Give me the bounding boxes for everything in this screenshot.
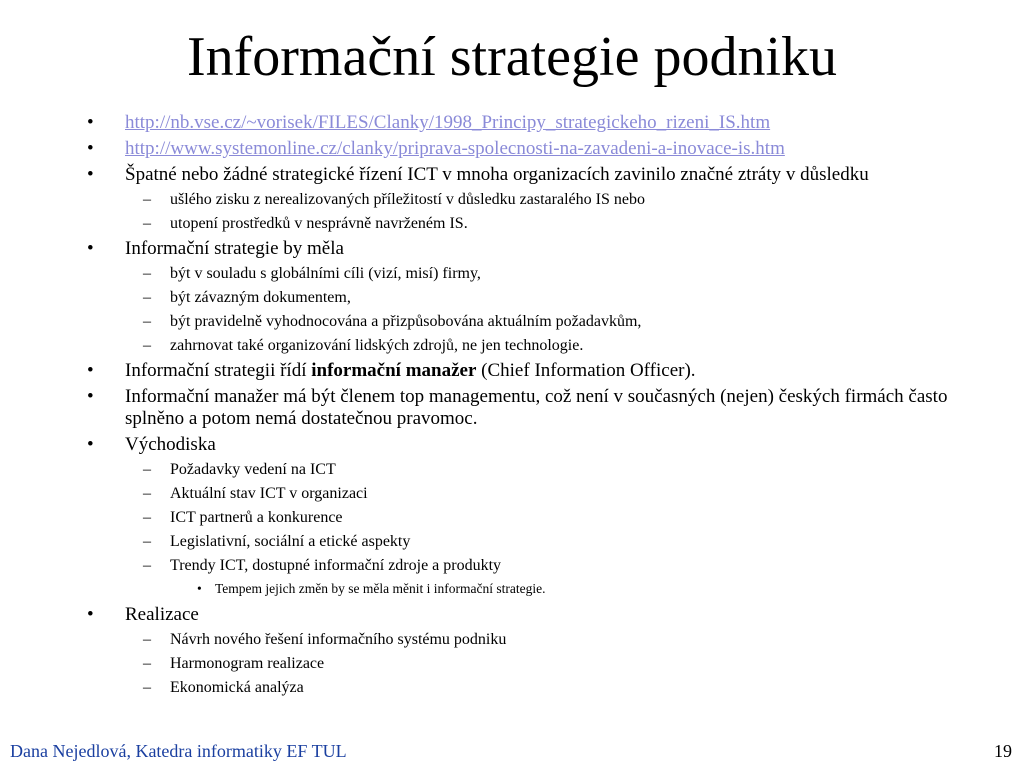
item-text: [125, 360, 696, 381]
sub-list-item: [85, 460, 965, 480]
sub-list-item: [85, 508, 965, 528]
list-item: [85, 238, 965, 260]
sub-list-item: [85, 190, 965, 210]
item-text: Východiska: [125, 434, 216, 455]
item-text: Harmonogram realizace: [170, 655, 325, 672]
item-text: Tempem jejich změn by se měla měnit i informační strategie.: [215, 581, 546, 596]
list-item: [85, 164, 965, 186]
sub-list-item: [85, 336, 965, 356]
cio-text-bold: informační manažer: [311, 360, 477, 381]
bullet-marker: •: [87, 238, 94, 259]
list-item: [85, 138, 965, 160]
sub-list-item: [85, 264, 965, 284]
dash-marker: –: [143, 533, 151, 550]
dash-marker: –: [143, 289, 151, 306]
dash-marker: –: [143, 461, 151, 478]
bullet-marker: •: [87, 386, 94, 407]
sub-list-item: [85, 556, 965, 576]
sub-list-item: [85, 214, 965, 234]
bullet-marker: •: [87, 112, 94, 133]
sub-list-item: [85, 678, 965, 698]
link-vse[interactable]: http://nb.vse.cz/~vorisek/FILES/Clanky/1998_Principy_strategickeho_rizeni_IS.htm: [125, 112, 771, 133]
cio-text-pre: Informační strategii řídí: [125, 360, 312, 381]
item-text: být závazným dokumentem,: [170, 289, 351, 306]
dash-marker: –: [143, 191, 151, 208]
link-systemonline[interactable]: http://www.systemonline.cz/clanky/priprava-spolecnosti-na-zavadeni-a-inovace-is.htm: [125, 138, 785, 159]
list-item: [85, 434, 965, 456]
item-text: Požadavky vedení na ICT: [170, 461, 336, 478]
dash-marker: –: [143, 215, 151, 232]
item-text: Realizace: [125, 604, 199, 625]
sub-list-item: [85, 532, 965, 552]
dash-marker: –: [143, 679, 151, 696]
bullet-marker: •: [197, 581, 202, 596]
item-text: Trendy ICT, dostupné informační zdroje a produkty: [170, 557, 502, 574]
sub-list-item: [85, 630, 965, 650]
sub-list-item: [85, 312, 965, 332]
item-text: Informační strategie by měla: [125, 238, 344, 259]
dash-marker: –: [143, 485, 151, 502]
slide-title: Informační strategie podniku: [186, 26, 837, 88]
dash-marker: –: [143, 337, 151, 354]
bullet-marker: •: [87, 164, 94, 185]
item-text: Aktuální stav ICT v organizaci: [170, 485, 368, 502]
item-text: Ekonomická analýza: [170, 679, 304, 696]
sub-list-item: [85, 288, 965, 308]
item-text: zahrnovat také organizování lidských zdrojů, ne jen technologie.: [170, 337, 584, 354]
page-number: 19: [994, 741, 1012, 761]
item-text: být v souladu s globálními cíli (vizí, misí) firmy,: [170, 265, 481, 282]
item-text: Špatné nebo žádné strategické řízení ICT v mnoha organizacích zavinilo značné ztráty v důsledku: [125, 164, 869, 185]
item-text: Návrh nového řešení informačního systému podniku: [170, 631, 507, 648]
bullet-marker: •: [87, 604, 94, 625]
bullet-marker: •: [87, 138, 94, 159]
item-text: utopení prostředků v nesprávně navrženém IS.: [170, 215, 468, 232]
item-text: ušlého zisku z nerealizovaných příležitostí v důsledku zastaralého IS nebo: [170, 191, 645, 208]
item-text: ICT partnerů a konkurence: [170, 509, 343, 526]
list-item: [85, 604, 965, 626]
dash-marker: –: [143, 313, 151, 330]
list-item: [85, 386, 965, 430]
item-text: Legislativní, sociální a etické aspekty: [170, 533, 411, 550]
item-text: Informační manažer má být členem top managementu, což není v současných (nejen) českých firmách často splněno a potom nemá dostatečnou pravomoc.: [125, 386, 948, 429]
item-text: být pravidelně vyhodnocována a přizpůsobována aktuálním požadavkům,: [170, 313, 642, 330]
bullet-marker: •: [87, 434, 94, 455]
footer-author: Dana Nejedlová, Katedra informatiky EF TUL: [10, 741, 347, 761]
sub-list-item: [85, 484, 965, 504]
dash-marker: –: [143, 557, 151, 574]
cio-text-post: (Chief Information Officer).: [476, 360, 696, 381]
sub-sub-list-item: [85, 580, 965, 598]
dash-marker: –: [143, 509, 151, 526]
dash-marker: –: [143, 265, 151, 282]
dash-marker: –: [143, 655, 151, 672]
list-item: [85, 360, 965, 382]
bullet-list: [85, 112, 965, 702]
list-item: [85, 112, 965, 134]
sub-list-item: [85, 654, 965, 674]
dash-marker: –: [143, 631, 151, 648]
bullet-marker: •: [87, 360, 94, 381]
